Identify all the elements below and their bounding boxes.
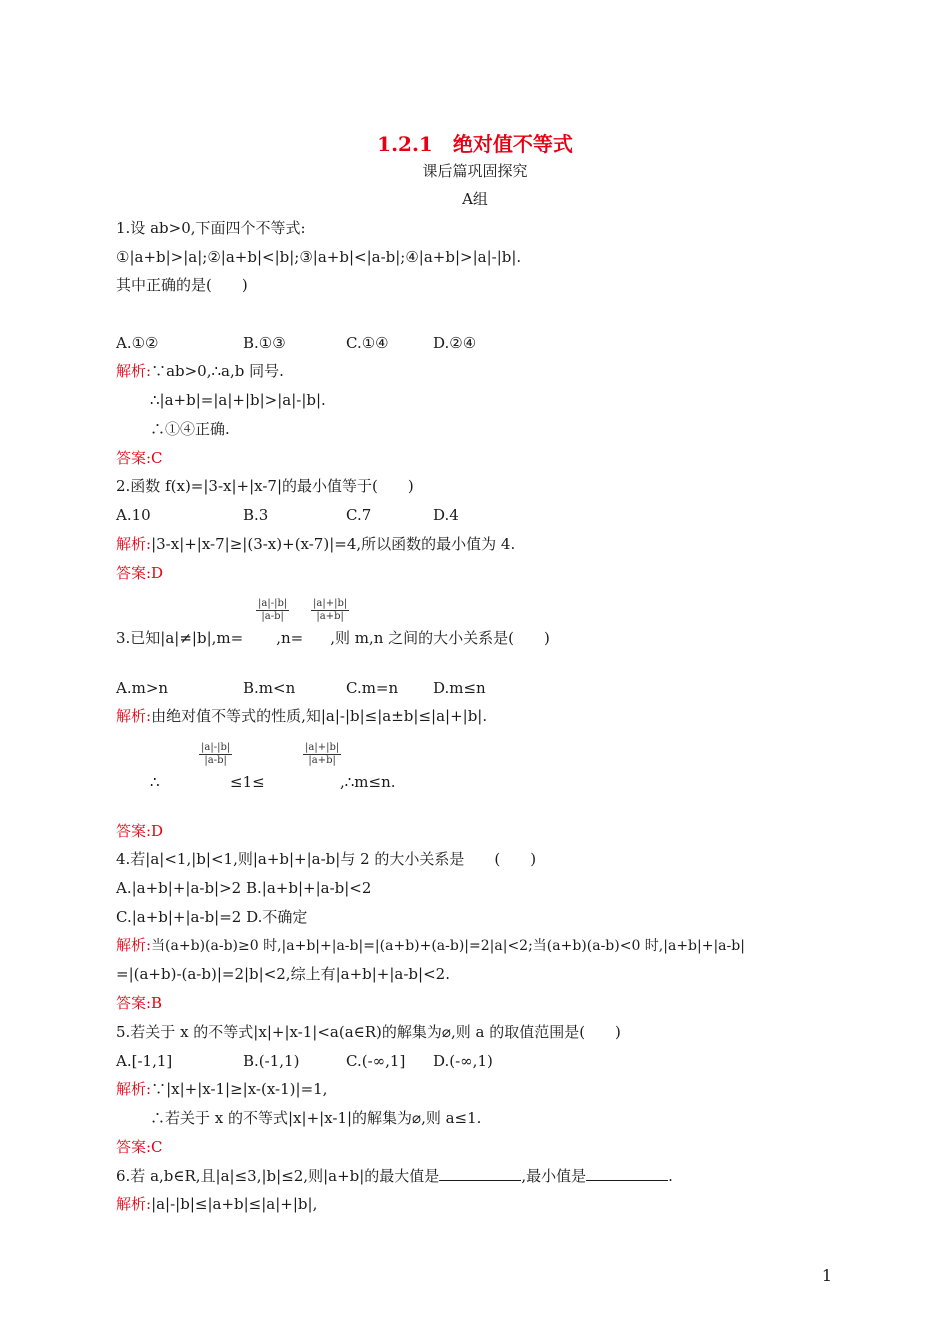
q5-option-a: A.[-1,1]	[116, 1052, 173, 1070]
q2-answer: 答案:D	[116, 564, 164, 582]
q6-stem	[116, 1166, 673, 1186]
q6-analysis	[116, 1194, 317, 1214]
q5-stem: 5.若关于 x 的不等式|x|+|x-1|<a(a∈R)的解集为⌀,则 a 的取值范围是( )	[116, 1023, 621, 1041]
q6-stem-part-1: 6.若 a,b∈R,且|a|≤3,|b|≤2,则|a+b|的最大值是	[116, 1167, 440, 1185]
q3-option-c: C.m=n	[346, 679, 399, 697]
analysis-text: 由绝对值不等式的性质,知|a|-|b|≤|a±b|≤|a|+|b|.	[151, 707, 488, 725]
analysis-label: 解析:	[116, 707, 152, 725]
q5-analysis-line-2: ∴若关于 x 的不等式|x|+|x-1|的解集为⌀,则 a≤1.	[150, 1109, 482, 1127]
page-title: 1.2.1 绝对值不等式	[377, 132, 573, 156]
q1-analysis-line-2: ∴|a+b|=|a|+|b|>|a|-|b|.	[150, 391, 326, 409]
q2-option-b: B.3	[243, 506, 269, 524]
q1-stem: 1.设 ab>0,下面四个不等式:	[116, 219, 306, 237]
q3-stem-part-3: ,则 m,n 之间的大小关系是( )	[330, 629, 550, 647]
q5-analysis-line-1	[116, 1079, 327, 1099]
q1-option-d: D.②④	[433, 334, 477, 352]
q4-options-row-2: C.|a+b|+|a-b|=2 D.不确定	[116, 908, 308, 926]
q1-option-c: C.①④	[346, 334, 389, 352]
q2-option-a: A.10	[116, 506, 151, 524]
analysis-label: 解析:	[116, 362, 152, 380]
q3-answer: 答案:D	[116, 822, 164, 840]
q5-option-c: C.(-∞,1]	[346, 1052, 406, 1070]
analysis-text: 当(a+b)(a-b)≥0 时,|a+b|+|a-b|=|(a+b)+(a-b)|=2|a|<2;当(a+b)(a-b)<0 时,|a+b|+|a-b|	[151, 938, 745, 954]
fraction-denominator: |a-b|	[204, 755, 227, 766]
analysis-label: 解析:	[116, 1195, 152, 1213]
q3-analysis-fraction-n	[303, 742, 341, 767]
analysis-label: 解析:	[116, 535, 152, 553]
q1-analysis-line-3: ∴①④正确.	[150, 420, 230, 438]
q2-analysis	[116, 534, 515, 554]
q4-analysis-line-2: =|(a+b)-(a-b)|=2|b|<2,综上有|a+b|+|a-b|<2.	[116, 965, 450, 983]
q1-option-a: A.①②	[116, 334, 159, 352]
section-subtitle: 课后篇巩固探究	[422, 162, 528, 180]
analysis-label: 解析:	[116, 936, 152, 954]
fraction-denominator: |a-b|	[261, 611, 284, 622]
q5-answer: 答案:C	[116, 1138, 163, 1156]
group-label: A组	[462, 190, 488, 208]
q6-blank-min	[586, 1166, 668, 1181]
q2-option-d: D.4	[433, 506, 459, 524]
q5-option-d: D.(-∞,1)	[433, 1052, 493, 1070]
q3-therefore: ∴	[150, 773, 160, 791]
q1-option-b: B.①③	[243, 334, 286, 352]
q2-stem: 2.函数 f(x)=|3-x|+|x-7|的最小值等于( )	[116, 477, 414, 495]
q1-ask: 其中正确的是( )	[116, 276, 248, 294]
q6-stem-part-2: ,最小值是	[521, 1167, 587, 1185]
q3-middle: ≤1≤	[230, 773, 265, 791]
fraction-numerator: |a|-|b|	[201, 742, 231, 753]
q4-options-row-1: A.|a+b|+|a-b|>2 B.|a+b|+|a-b|<2	[116, 879, 372, 897]
q2-option-c: C.7	[346, 506, 372, 524]
fraction-numerator: |a|-|b|	[258, 598, 288, 609]
q3-analysis	[116, 706, 487, 726]
q1-answer: 答案:C	[116, 449, 163, 467]
q6-stem-part-3: .	[668, 1167, 673, 1185]
fraction-denominator: |a+b|	[308, 755, 336, 766]
fraction-denominator: |a+b|	[316, 611, 344, 622]
q1-items: ①|a+b|>|a|;②|a+b|<|b|;③|a+b|<|a-b|;④|a+b|>|a|-|b|.	[116, 248, 522, 266]
q3-conclusion: ,∴m≤n.	[340, 773, 396, 791]
q3-stem-part-1: 3.已知|a|≠|b|,m=	[116, 629, 244, 647]
q4-stem: 4.若|a|<1,|b|<1,则|a+b|+|a-b|与 2 的大小关系是 ( )	[116, 850, 537, 868]
q1-analysis-line-1	[116, 361, 284, 381]
analysis-text: ∵|x|+|x-1|≥|x-(x-1)|=1,	[151, 1080, 328, 1098]
q3-stem	[116, 628, 550, 648]
q3-option-b: B.m<n	[243, 679, 296, 697]
q3-option-a: A.m>n	[116, 679, 169, 697]
analysis-text: ∵ab>0,∴a,b 同号.	[151, 362, 284, 380]
q6-blank-max	[439, 1166, 521, 1181]
q5-option-b: B.(-1,1)	[243, 1052, 300, 1070]
q3-analysis-fraction-m	[199, 742, 232, 767]
q4-answer: 答案:B	[116, 994, 163, 1012]
q4-analysis-line-1	[116, 935, 745, 956]
analysis-label: 解析:	[116, 1080, 152, 1098]
fraction-numerator: |a|+|b|	[313, 598, 348, 609]
q3-fraction-m	[256, 598, 289, 623]
q3-fraction-n	[311, 598, 349, 623]
fraction-numerator: |a|+|b|	[305, 742, 340, 753]
q3-option-d: D.m≤n	[433, 679, 486, 697]
analysis-text: |a|-|b|≤|a+b|≤|a|+|b|,	[151, 1195, 318, 1213]
page-number: 1	[821, 1266, 832, 1285]
analysis-text: |3-x|+|x-7|≥|(3-x)+(x-7)|=4,所以函数的最小值为 4.	[151, 535, 516, 553]
q3-stem-part-2: ,n=	[276, 629, 304, 647]
